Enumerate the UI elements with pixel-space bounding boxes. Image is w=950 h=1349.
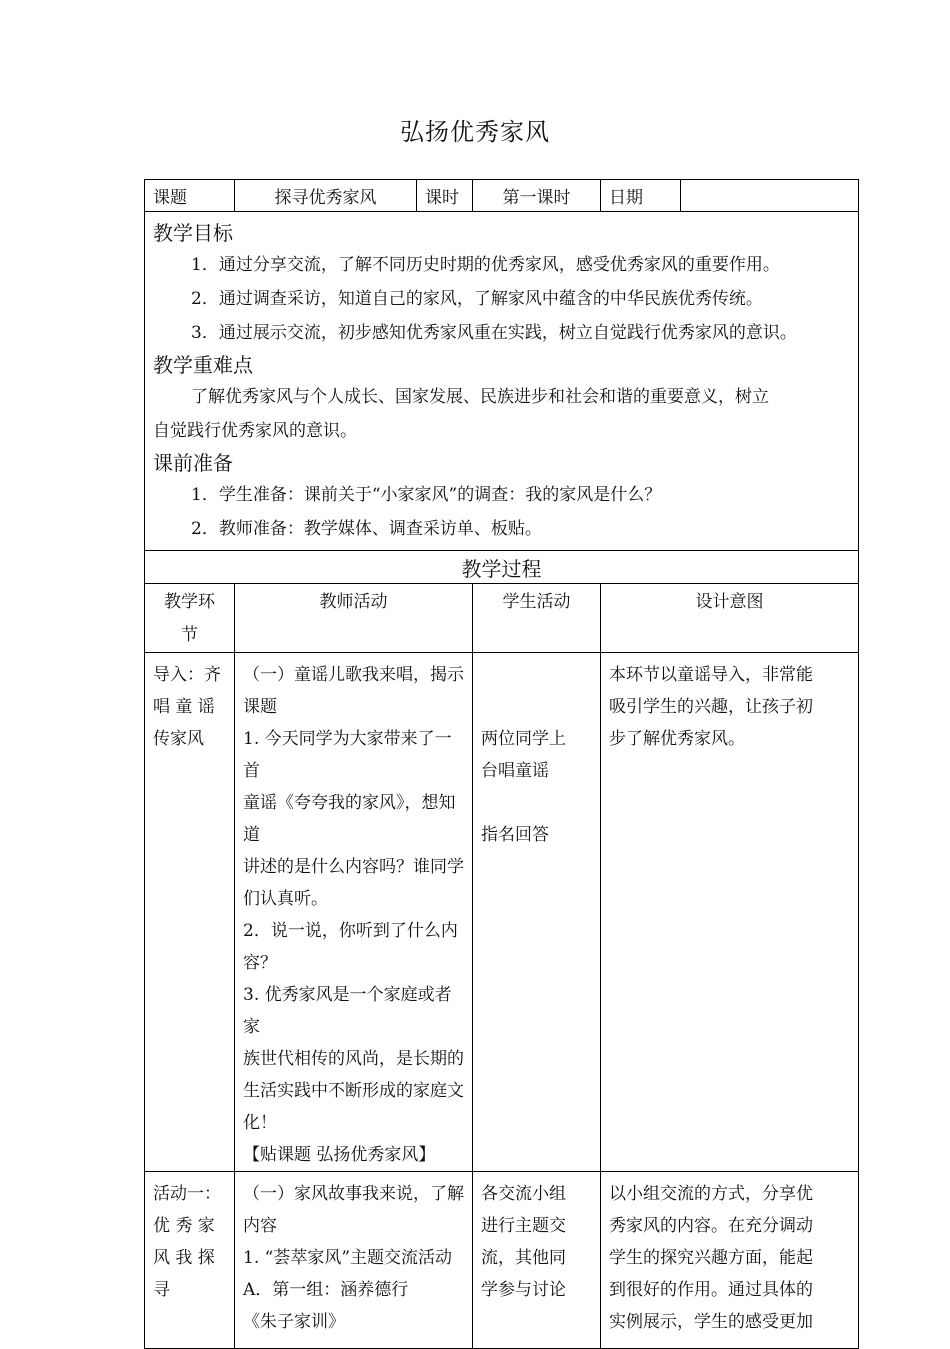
table-row bbox=[145, 653, 859, 1172]
teacher-line: A．第一组：涵养德行 bbox=[243, 1280, 409, 1300]
teacher-line: 生活实践中不断形成的家庭文 bbox=[243, 1081, 464, 1101]
stage-line: 优 秀 家 bbox=[153, 1216, 215, 1236]
overview-cell bbox=[145, 212, 859, 551]
key-points-line: 了解优秀家风与个人成长、国家发展、民族进步和社会和谐的重要意义，树立 bbox=[191, 387, 769, 407]
period-value: 第一课时 bbox=[473, 180, 601, 212]
intent-line: 步了解优秀家风。 bbox=[609, 729, 745, 749]
key-points-heading: 教学重难点 bbox=[153, 353, 253, 377]
process-heading: 教学过程 bbox=[145, 551, 859, 584]
stage-cell bbox=[145, 1172, 235, 1349]
intent-line: 学生的探究兴趣方面，能起 bbox=[609, 1248, 813, 1268]
intent-line: 实例展示，学生的感受更加 bbox=[609, 1312, 813, 1332]
lesson-plan-table bbox=[144, 179, 859, 1349]
col-intent-header: 设计意图 bbox=[601, 584, 859, 653]
student-line: 台唱童谣 bbox=[481, 761, 549, 781]
intent-cell bbox=[601, 1172, 859, 1349]
student-cell bbox=[473, 653, 601, 1172]
teacher-line: 【贴课题 弘扬优秀家风】 bbox=[243, 1145, 436, 1165]
teacher-line: 内容 bbox=[243, 1216, 277, 1236]
teacher-line: 族世代相传的风尚，是长期的 bbox=[243, 1049, 464, 1069]
stage-cell bbox=[145, 653, 235, 1172]
teacher-cell bbox=[235, 653, 473, 1172]
key-points-line: 自觉践行优秀家风的意识。 bbox=[153, 421, 357, 441]
teacher-line: 1. “荟萃家风”主题交流活动 bbox=[243, 1248, 453, 1268]
teacher-line: 讲述的是什么内容吗？谁同学 bbox=[243, 857, 464, 877]
stage-line: 活动一： bbox=[153, 1184, 221, 1204]
teacher-line: 《朱子家训》 bbox=[243, 1312, 345, 1332]
intent-cell bbox=[601, 653, 859, 1172]
student-line: 指名回答 bbox=[481, 825, 549, 845]
stage-line: 传家风 bbox=[153, 729, 204, 749]
teacher-line: 2．说一说，你听到了什么内 bbox=[243, 921, 458, 941]
topic-value: 探寻优秀家风 bbox=[235, 180, 417, 212]
teacher-line: 课题 bbox=[243, 697, 277, 717]
prep-item: 1．学生准备：课前关于“小家家风”的调查：我的家风是什么？ bbox=[191, 485, 662, 505]
student-line: 学参与讨论 bbox=[481, 1280, 566, 1300]
teacher-line: 1. 今天同学为大家带来了一首 bbox=[243, 729, 452, 781]
teacher-line: （一）童谣儿歌我来唱，揭示 bbox=[243, 665, 464, 685]
intent-line: 以小组交流的方式，分享优 bbox=[609, 1184, 813, 1204]
date-value bbox=[681, 180, 859, 212]
student-line: 两位同学上 bbox=[481, 729, 566, 749]
goal-item: 3．通过展示交流，初步感知优秀家风重在实践，树立自觉践行优秀家风的意识。 bbox=[191, 323, 797, 343]
teacher-line: （一）家风故事我来说，了解 bbox=[243, 1184, 464, 1204]
teacher-line: 们认真听。 bbox=[243, 889, 328, 909]
teacher-line: 化！ bbox=[243, 1113, 277, 1133]
student-line: 进行主题交 bbox=[481, 1216, 566, 1236]
intent-line: 到很好的作用。通过具体的 bbox=[609, 1280, 813, 1300]
process-column-headers bbox=[145, 584, 859, 653]
page-title: 弘扬优秀家风 bbox=[400, 118, 550, 146]
process-heading-row bbox=[145, 551, 859, 584]
stage-line: 唱 童 谣 bbox=[153, 697, 215, 717]
intent-line: 秀家风的内容。在充分调动 bbox=[609, 1216, 813, 1236]
goal-item: 2．通过调查采访，知道自己的家风，了解家风中蕴含的中华民族优秀传统。 bbox=[191, 289, 763, 309]
teacher-line: 3. 优秀家风是一个家庭或者家 bbox=[243, 985, 452, 1037]
teacher-line: 童谣《夸夸我的家风》，想知道 bbox=[243, 793, 456, 845]
period-label: 课时 bbox=[417, 180, 473, 212]
stage-line: 寻 bbox=[153, 1280, 170, 1300]
goals-heading: 教学目标 bbox=[153, 221, 233, 245]
teacher-cell bbox=[235, 1172, 473, 1349]
intent-line: 本环节以童谣导入，非常能 bbox=[609, 665, 813, 685]
goal-item: 1．通过分享交流，了解不同历史时期的优秀家风，感受优秀家风的重要作用。 bbox=[191, 255, 780, 275]
date-label: 日期 bbox=[601, 180, 681, 212]
teacher-line: 容？ bbox=[243, 953, 277, 973]
prep-heading: 课前准备 bbox=[153, 451, 233, 475]
student-line: 流，其他同 bbox=[481, 1248, 566, 1268]
overview-row bbox=[145, 212, 859, 551]
col-teacher-header: 教师活动 bbox=[235, 584, 473, 653]
info-row bbox=[145, 180, 859, 212]
prep-item: 2．教师准备：教学媒体、调查采访单、板贴。 bbox=[191, 519, 542, 539]
table-row bbox=[145, 1172, 859, 1349]
col-stage-line: 教学环 bbox=[164, 592, 215, 612]
stage-line: 风 我 探 bbox=[153, 1248, 215, 1268]
intent-line: 吸引学生的兴趣，让孩子初 bbox=[609, 697, 813, 717]
col-student-header: 学生活动 bbox=[473, 584, 601, 653]
student-cell bbox=[473, 1172, 601, 1349]
student-line: 各交流小组 bbox=[481, 1184, 566, 1204]
student-line bbox=[481, 787, 592, 819]
topic-label: 课题 bbox=[145, 180, 235, 212]
col-stage-line: 节 bbox=[181, 625, 198, 645]
stage-line: 导入：齐 bbox=[153, 665, 221, 685]
col-stage-header bbox=[145, 584, 235, 653]
